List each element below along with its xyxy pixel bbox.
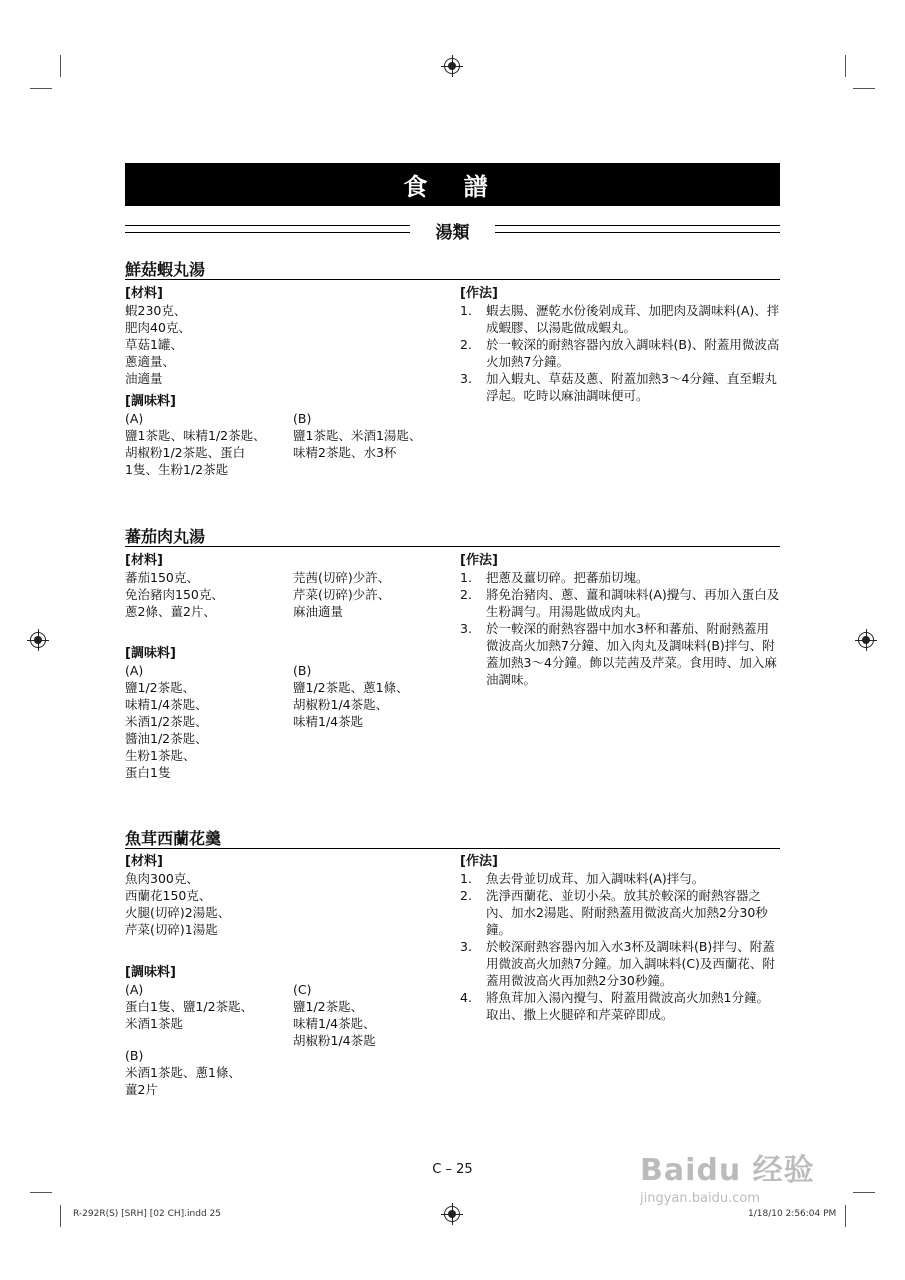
seasoning-line: (B) <box>293 663 312 678</box>
registration-mark-icon <box>30 632 46 648</box>
divider <box>125 546 780 547</box>
seasoning-line: 味精1/4茶匙、 <box>125 697 208 712</box>
ingredient: 免治豬肉150克、 <box>125 587 224 602</box>
seasoning-line: 鹽1茶匙、味精1/2茶匙、 <box>125 428 266 443</box>
recipe-title: 鮮菇蝦丸湯 <box>125 260 206 279</box>
crop-mark <box>845 55 846 77</box>
materials-heading: [材料] <box>125 854 163 869</box>
method-step: 3. 加入蝦丸、草菇及蔥、附蓋加熱3～4分鐘、直至蝦丸浮起。吃時以麻油調味便可。 <box>460 371 777 403</box>
seasoning-line: (B) <box>293 411 312 426</box>
registration-mark-icon <box>858 632 874 648</box>
section-title: 湯類 <box>435 223 470 243</box>
crop-mark <box>853 1192 875 1193</box>
method-heading: [作法] <box>460 553 498 568</box>
materials <box>125 285 191 387</box>
seasoning-line: 鹽1/2茶匙、 <box>125 680 196 695</box>
method <box>460 552 781 688</box>
crop-mark <box>30 88 52 89</box>
ingredient: 西蘭花150克、 <box>125 888 212 903</box>
registration-mark-icon <box>444 58 460 74</box>
method-step: 2. 洗淨西蘭花、並切小朵。放其於較深的耐熱容器之內、加水2湯匙、附耐熱蓋用微波高火加熱2分30秒鐘。 <box>460 888 768 937</box>
watermark-url: jingyan.baidu.com <box>640 1191 760 1206</box>
seasoning-b <box>293 662 409 730</box>
ingredient: 肥肉40克、 <box>125 320 191 335</box>
ingredient: 蝦230克、 <box>125 303 187 318</box>
seasoning-line: 米酒1茶匙 <box>125 1016 183 1031</box>
recipe-title: 蕃茄肉丸湯 <box>125 527 206 546</box>
ingredient: 火腿(切碎)2湯匙、 <box>125 905 231 920</box>
seasoning-line: 1隻、生粉1/2茶匙 <box>125 462 229 477</box>
divider <box>125 848 780 849</box>
seasoning-line: 米酒1/2茶匙、 <box>125 714 208 729</box>
seasoning-line: (C) <box>293 982 312 997</box>
seasoning-line: 生粉1茶匙、 <box>125 748 196 763</box>
ingredient: 芹菜(切碎)1湯匙 <box>125 922 218 937</box>
method-step: 2. 將免治豬肉、蔥、薑和調味料(A)攪勻、再加入蛋白及生粉調勻。用湯匙做成肉丸。 <box>460 587 780 619</box>
seasoning-c <box>293 981 376 1049</box>
materials-col2 <box>293 569 390 620</box>
seasoning-b <box>125 1047 241 1098</box>
seasoning-line: 米酒1茶匙、蔥1條、 <box>125 1065 241 1080</box>
seasoning-heading: [調味料] <box>125 965 176 980</box>
method-step: 2. 於一較深的耐熱容器內放入調味料(B)、附蓋用微波高火加熱7分鐘。 <box>460 337 780 369</box>
ingredient: 芹菜(切碎)少許、 <box>293 587 391 602</box>
seasoning <box>125 645 208 781</box>
materials-heading: [材料] <box>125 553 163 568</box>
method-step: 1. 魚去骨並切成茸、加入調味料(A)拌勻。 <box>460 871 705 886</box>
seasoning-line: (A) <box>125 663 144 678</box>
watermark-brand: Baidu 经验 <box>640 1153 815 1188</box>
seasoning-line: 胡椒粉1/4茶匙、 <box>293 697 389 712</box>
seasoning-line: 味精2茶匙、水3杯 <box>293 445 397 460</box>
seasoning-line: 味精1/4茶匙、 <box>293 1016 376 1031</box>
method-step: 1. 蝦去腸、瀝乾水份後剁成茸、加肥肉及調味料(A)、拌成蝦膠、以湯匙做成蝦丸。 <box>460 303 780 335</box>
method <box>460 285 781 404</box>
seasoning-line: 蛋白1隻、鹽1/2茶匙、 <box>125 999 254 1014</box>
materials <box>125 853 230 938</box>
method-heading: [作法] <box>460 286 498 301</box>
materials <box>125 552 224 620</box>
crop-mark <box>60 55 61 77</box>
recipe-title: 魚茸西蘭花羹 <box>125 829 222 848</box>
page-number: C – 25 <box>432 1162 473 1177</box>
crop-mark <box>853 88 875 89</box>
seasoning <box>125 964 253 1032</box>
ingredient: 麻油適量 <box>293 604 344 619</box>
page-title: 食 譜 <box>125 163 780 206</box>
seasoning-heading: [調味料] <box>125 394 176 409</box>
seasoning-line: 蛋白1隻 <box>125 765 171 780</box>
ingredient: 草菇1罐、 <box>125 337 183 352</box>
ingredient: 蕃茄150克、 <box>125 570 199 585</box>
seasoning-heading: [調味料] <box>125 646 176 661</box>
ingredient: 魚肉300克、 <box>125 871 199 886</box>
method-heading: [作法] <box>460 854 498 869</box>
seasoning-line: 鹽1/2茶匙、蔥1條、 <box>293 680 409 695</box>
ingredient: 蔥適量、 <box>125 354 176 369</box>
method <box>460 853 781 1023</box>
crop-mark <box>845 1205 846 1227</box>
method-step: 3. 於一較深的耐熱容器中加水3杯和蕃茄、附耐熱蓋用微波高火加熱7分鐘、加入肉丸及調味料(B)拌勻、附蓋加熱3～4分鐘。飾以芫茜及芹菜。食用時、加入麻油調味。 <box>460 621 777 687</box>
materials-heading: [材料] <box>125 286 163 301</box>
seasoning <box>125 393 266 478</box>
seasoning-line: (A) <box>125 411 144 426</box>
divider <box>495 225 780 233</box>
seasoning-line: 胡椒粉1/2茶匙、蛋白 <box>125 445 246 460</box>
seasoning-line: 薑2片 <box>125 1082 158 1097</box>
seasoning-line: 鹽1/2茶匙、 <box>293 999 364 1014</box>
ingredient: 油適量 <box>125 371 163 386</box>
footer-file: R-292R(S) [SRH] [02 CH].indd 25 <box>73 1209 221 1219</box>
section-header <box>125 218 780 243</box>
divider <box>125 279 780 280</box>
seasoning-line: 鹽1茶匙、米酒1湯匙、 <box>293 428 422 443</box>
ingredient: 蔥2條、薑2片、 <box>125 604 216 619</box>
seasoning-line: 味精1/4茶匙 <box>293 714 364 729</box>
method-step: 4. 將魚茸加入湯內攪勻、附蓋用微波高火加熱1分鐘。取出、撒上火腿碎和芹菜碎即成。 <box>460 990 769 1022</box>
seasoning-line: (A) <box>125 982 144 997</box>
seasoning-line: 醬油1/2茶匙、 <box>125 731 208 746</box>
registration-mark-icon <box>444 1206 460 1222</box>
watermark <box>640 1145 815 1206</box>
seasoning-b <box>293 410 421 461</box>
ingredient: 芫茜(切碎)少許、 <box>293 570 391 585</box>
crop-mark <box>60 1205 61 1227</box>
method-step: 3. 於較深耐熱容器內加入水3杯及調味料(B)拌勻、附蓋用微波高火加熱7分鐘。加入調味料(C)及西蘭花、附蓋用微波高火再加熱2分30秒鐘。 <box>460 939 775 988</box>
footer-timestamp: 1/18/10 2:56:04 PM <box>748 1209 837 1219</box>
method-step: 1. 把蔥及薑切碎。把蕃茄切塊。 <box>460 570 649 585</box>
crop-mark <box>30 1192 52 1193</box>
seasoning-line: 胡椒粉1/4茶匙 <box>293 1033 376 1048</box>
seasoning-line: (B) <box>125 1048 144 1063</box>
